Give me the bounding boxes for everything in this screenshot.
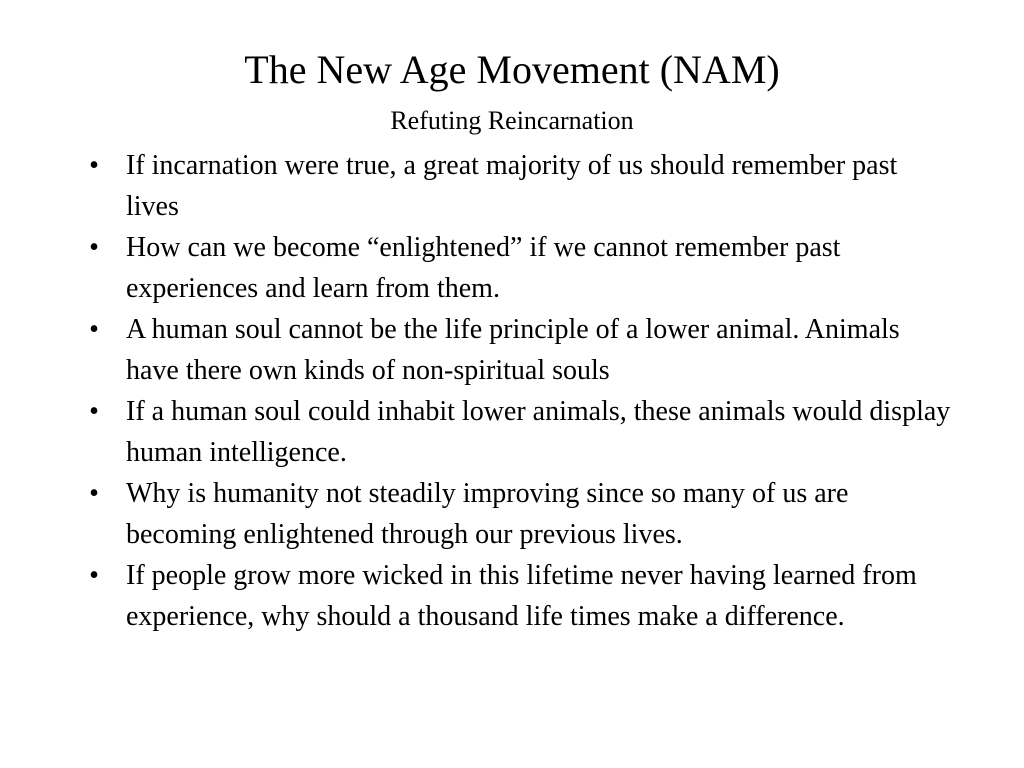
bullet-item	[84, 555, 954, 637]
bullet-item	[84, 309, 954, 391]
bullet-text: If a human soul could inhabit lower animals, these animals would display human intelligence.	[126, 396, 951, 468]
bullet-marker: •	[89, 232, 99, 263]
bullet-marker: •	[89, 478, 99, 509]
bullet-text: If incarnation were true, a great majority of us should remember past lives	[126, 150, 898, 222]
bullet-marker: •	[89, 560, 99, 591]
bullet-item	[84, 145, 954, 227]
bullet-text: A human soul cannot be the life principle of a lower animal. Animals have there own kinds of non-spiritual souls	[126, 314, 900, 386]
bullet-marker: •	[89, 150, 99, 181]
bullet-text: Why is humanity not steadily improving since so many of us are becoming enlightened through our previous lives.	[126, 478, 849, 550]
slide-subtitle: Refuting Reincarnation	[390, 106, 634, 135]
bullet-marker: •	[89, 396, 99, 427]
bullet-item	[84, 391, 954, 473]
slide-title: The New Age Movement (NAM)	[244, 47, 780, 92]
bullet-list	[84, 145, 954, 637]
bullet-marker: •	[89, 314, 99, 345]
bullet-text: How can we become “enlightened” if we cannot remember past experiences and learn from them.	[126, 232, 841, 304]
bullet-text: If people grow more wicked in this lifetime never having learned from experience, why should a thousand life times make a difference.	[126, 560, 917, 632]
bullet-item	[84, 473, 954, 555]
bullet-item	[84, 227, 954, 309]
